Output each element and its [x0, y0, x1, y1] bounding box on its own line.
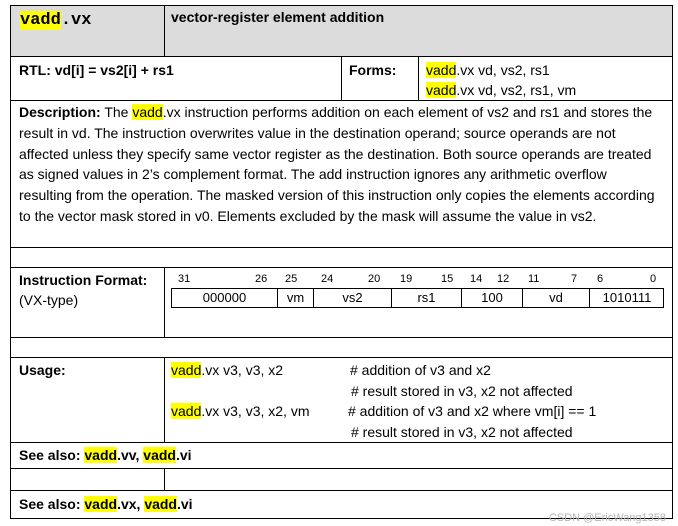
see-also-1-link-2[interactable] — [143, 447, 191, 463]
field-opcode: 1010111 — [589, 288, 664, 308]
bit-20: 20 — [368, 273, 381, 285]
usage-1-code: .vx v3, v3, x2 — [201, 362, 284, 378]
field-funct6: 000000 — [171, 288, 277, 308]
watermark: CSDN @EricWang1358 — [548, 512, 666, 524]
usage-3-code: .vx v3, v3, x2, vm — [201, 403, 310, 419]
usage-label: Usage: — [19, 362, 66, 378]
usage-code-3 — [171, 401, 310, 421]
form-line-1 — [426, 60, 550, 80]
see-also-2-label: See also: — [19, 496, 81, 512]
bit-14: 14 — [470, 273, 483, 285]
see-also-1-link-2-suffix: .vi — [175, 447, 192, 463]
bit-15: 15 — [441, 273, 454, 285]
mnemonic-highlight: vadd — [20, 11, 61, 30]
form-2-rest: .vx vd, vs2, rs1, vm — [456, 82, 577, 98]
format-type: (VX-type) — [19, 292, 79, 308]
usage-comment-3: # addition of v3 and x2 where vm[i] == 1 — [348, 403, 597, 419]
see-also-1: See also: vadd.vv, vadd.vi — [19, 447, 192, 463]
field-rs1: rs1 — [391, 288, 461, 308]
see-also-2-link-1-base: vadd — [84, 496, 118, 512]
usage-1-highlight: vadd — [171, 362, 202, 378]
field-funct3: 100 — [461, 288, 522, 308]
rtl-label: RTL: vd[i] = vs2[i] + rs1 — [19, 62, 174, 78]
see-also-1-link-2-base: vadd — [143, 447, 176, 463]
mnemonic-title — [20, 9, 91, 33]
bit-7: 7 — [571, 273, 578, 285]
bit-11: 11 — [528, 273, 540, 285]
bit-26: 26 — [255, 273, 268, 285]
bit-25: 25 — [285, 273, 298, 285]
description-block — [19, 102, 659, 227]
see-also-2-link-1-suffix: .vx — [117, 496, 137, 512]
bit-6: 6 — [597, 273, 604, 285]
usage-comment-2: # result stored in v3, x2 not affected — [351, 383, 573, 399]
description-label: Description: — [19, 104, 101, 120]
see-also-1-link-1[interactable] — [84, 447, 135, 463]
see-also-1-link-1-base: vadd — [84, 447, 118, 463]
field-vd: vd — [522, 288, 589, 308]
forms-label: Forms: — [349, 62, 397, 78]
description-body: .vx instruction performs addition on each element of vs2 and rs1 and stores the result in vd. The instruction overwrites value in the destination operand; source operands are not affected unless they specify same vector register as the destination. Both source operands are treated as signed values in 2’s complement format. The add instruction ignores any arithmetic overflow resulting from the operation. The masked version of this instruction only copies the elements according to the vector mask stored in v0. Elements excluded by the mask will assume the value in vs2. — [19, 104, 655, 224]
see-also-2-link-1[interactable] — [84, 496, 136, 512]
see-also-2-link-2-suffix: .vi — [177, 496, 193, 512]
see-also-1-link-1-suffix: .vv — [117, 447, 136, 463]
mnemonic-suffix: .vx — [60, 11, 92, 30]
format-label: Instruction Format: — [19, 272, 148, 288]
field-vm: vm — [277, 288, 313, 308]
see-also-2-link-2-base: vadd — [144, 496, 177, 512]
bit-0: 0 — [650, 273, 657, 285]
usage-code-1 — [171, 360, 283, 380]
see-also-1-label: See also: — [19, 447, 81, 463]
form-2-highlight: vadd — [426, 82, 457, 98]
form-line-2 — [426, 80, 576, 100]
see-also-2-link-2[interactable] — [144, 496, 192, 512]
header-title: vector-register element addition — [171, 9, 385, 25]
form-1-rest: .vx vd, vs2, rs1 — [456, 62, 550, 78]
bit-24: 24 — [321, 273, 334, 285]
field-vs2: vs2 — [313, 288, 391, 308]
bit-12: 12 — [497, 273, 510, 285]
bit-19: 19 — [400, 273, 413, 285]
usage-3-highlight: vadd — [171, 403, 202, 419]
form-1-highlight: vadd — [426, 62, 457, 78]
usage-comment-1: # addition of v3 and x2 — [350, 362, 491, 378]
description-highlight: vadd — [132, 104, 163, 120]
usage-comment-4: # result stored in v3, x2 not affected — [351, 424, 573, 440]
description-pre: The — [104, 104, 129, 120]
see-also-2: See also: vadd.vx, vadd.vi — [19, 496, 193, 512]
bit-31: 31 — [178, 273, 191, 285]
